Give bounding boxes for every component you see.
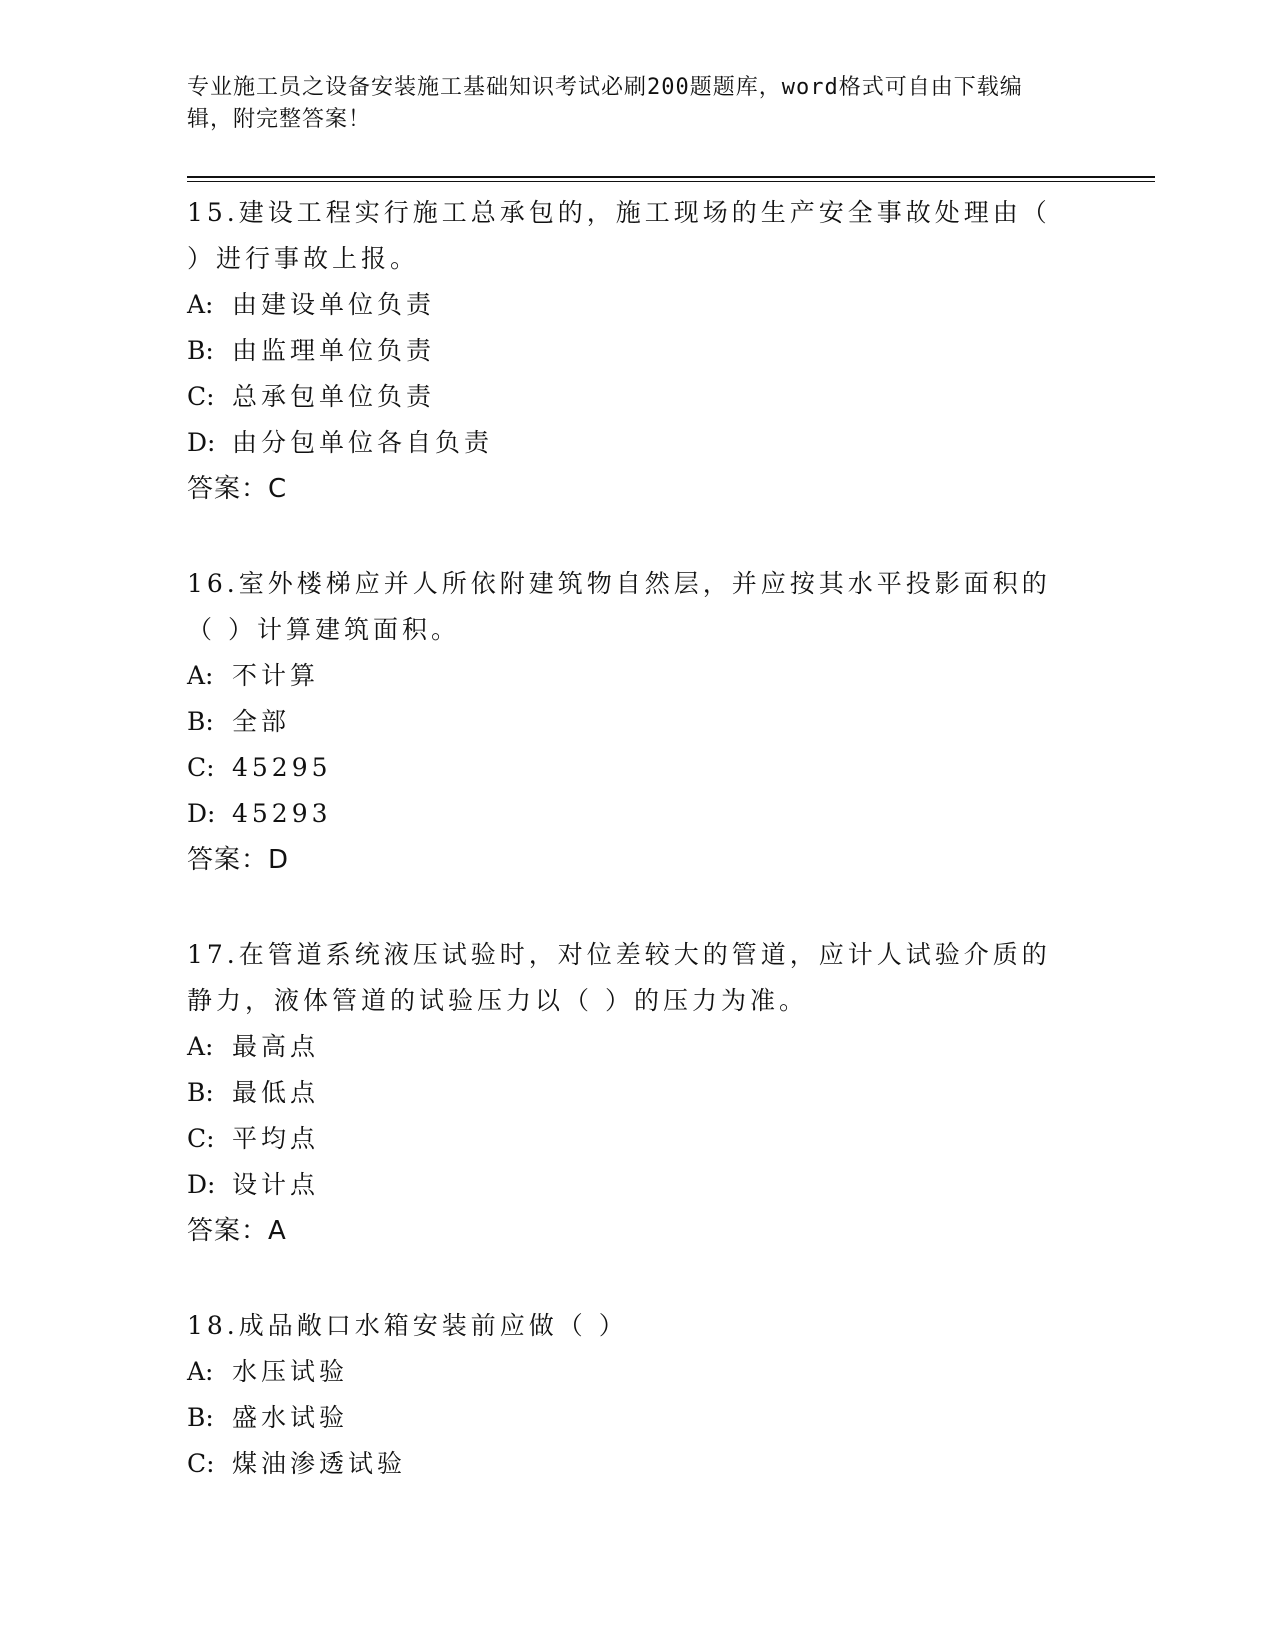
header-rule-thick: [187, 176, 1155, 178]
question-text: 15.建设工程实行施工总承包的，施工现场的生产安全事故处理由（ ）进行事故上报。: [187, 198, 1051, 273]
option-text: 水压试验: [232, 1357, 349, 1386]
option-text: 全部: [232, 707, 291, 736]
option-text: 45293: [232, 799, 332, 828]
option-letter: C:: [187, 1124, 215, 1153]
question-text: 17.在管道系统液压试验时，对位差较大的管道，应计人试验介质的静力，液体管道的试验压力以（ ）的压力为准。: [187, 940, 1051, 1015]
option-b: [187, 328, 1087, 374]
document-header: 专业施工员之设备安装施工基础知识考试必刷200题题库，word格式可自由下载编辑，附完整答案！: [187, 75, 1023, 132]
option-letter: D:: [187, 1170, 216, 1199]
option-c: [187, 745, 1087, 791]
option-text: 设计点: [232, 1170, 320, 1199]
option-text: 盛水试验: [232, 1403, 349, 1432]
option-letter: B:: [187, 707, 214, 736]
question-18: [187, 1303, 1087, 1487]
option-letter: C:: [187, 753, 215, 782]
option-d: [187, 420, 1087, 466]
option-c: [187, 1441, 1087, 1487]
option-letter: D:: [187, 799, 216, 828]
option-d: [187, 1162, 1087, 1208]
option-a: [187, 653, 1087, 699]
option-text: 不计算: [232, 661, 320, 690]
option-a: [187, 282, 1087, 328]
option-b: [187, 699, 1087, 745]
header-rule-thin: [187, 181, 1155, 182]
option-text: 平均点: [232, 1124, 320, 1153]
option-letter: A:: [187, 290, 214, 319]
option-text: 总承包单位负责: [232, 382, 436, 411]
option-letter: B:: [187, 336, 214, 365]
option-letter: C:: [187, 1449, 215, 1478]
option-d: [187, 791, 1087, 837]
option-text: 由分包单位各自负责: [232, 428, 494, 457]
option-a: [187, 1024, 1087, 1070]
option-b: [187, 1395, 1087, 1441]
option-text: 45295: [232, 753, 332, 782]
option-c: [187, 1116, 1087, 1162]
option-text: 最低点: [232, 1078, 320, 1107]
question-17: [187, 932, 1087, 1254]
option-letter: A:: [187, 1032, 214, 1061]
question-text: 16.室外楼梯应并人所依附建筑物自然层，并应按其水平投影面积的（ ）计算建筑面积。: [187, 569, 1051, 644]
option-letter: B:: [187, 1078, 214, 1107]
option-letter: B:: [187, 1403, 214, 1432]
option-b: [187, 1070, 1087, 1116]
option-a: [187, 1349, 1087, 1395]
option-letter: D:: [187, 428, 216, 457]
question-list: [187, 190, 1087, 1536]
question-text: 18.成品敞口水箱安装前应做（ ）: [187, 1311, 628, 1340]
answer-line: 答案：A: [187, 1216, 287, 1246]
option-text: 最高点: [232, 1032, 320, 1061]
option-text: 由建设单位负责: [232, 290, 436, 319]
option-text: 煤油渗透试验: [232, 1449, 407, 1478]
option-letter: C:: [187, 382, 215, 411]
answer-line: 答案：D: [187, 845, 290, 875]
answer-line: 答案：C: [187, 474, 288, 504]
question-15: [187, 190, 1087, 512]
option-letter: A:: [187, 1357, 214, 1386]
question-16: [187, 561, 1087, 883]
option-c: [187, 374, 1087, 420]
option-letter: A:: [187, 661, 214, 690]
option-text: 由监理单位负责: [232, 336, 436, 365]
